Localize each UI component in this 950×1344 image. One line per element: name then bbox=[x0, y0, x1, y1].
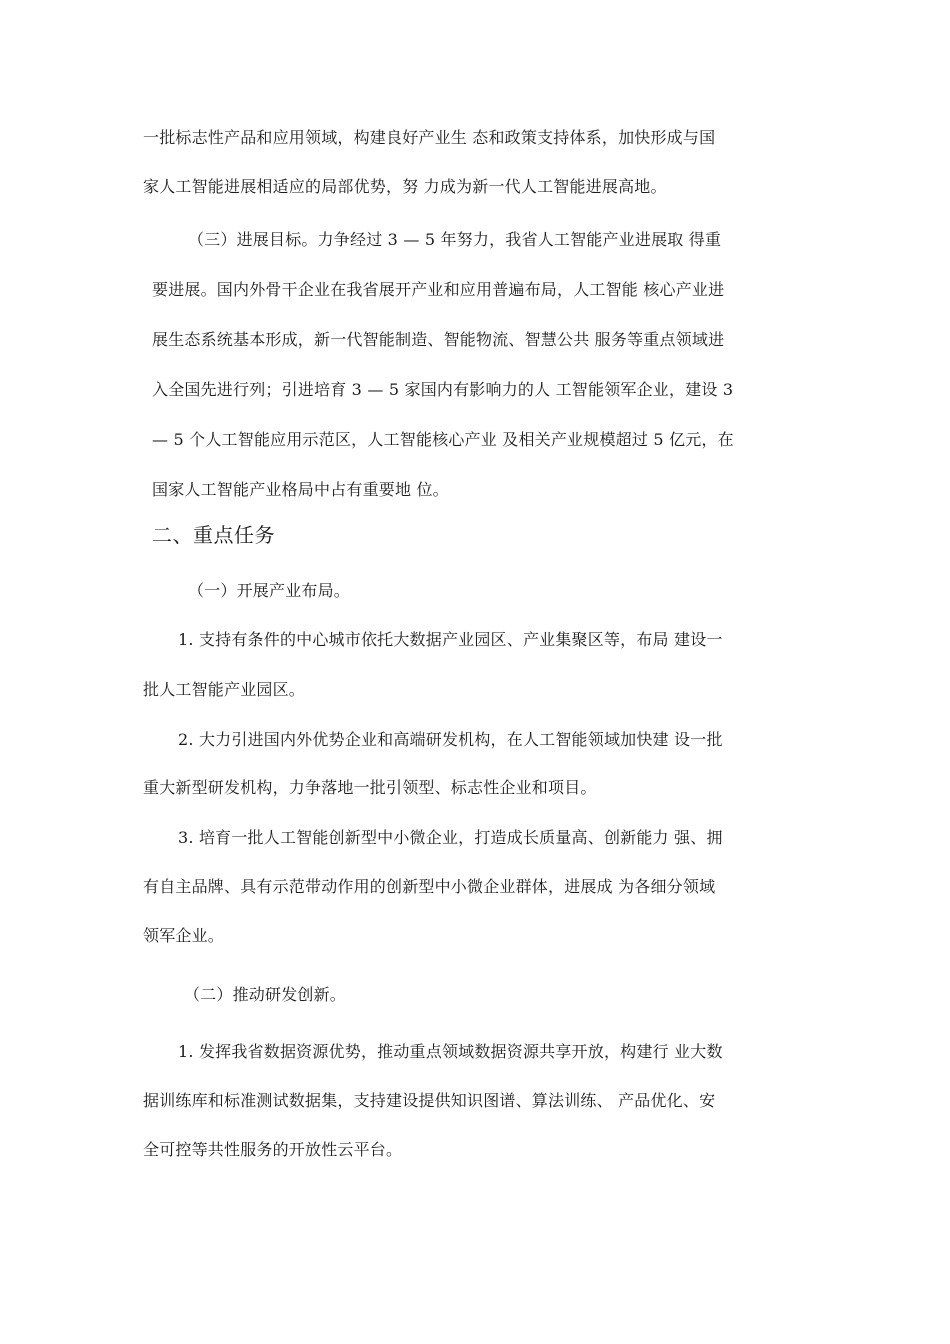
subsection-1-item-3-line-2: 有自主品牌、具有示范带动作用的创新型中小微企业群体，进展成 为各细分领域 bbox=[143, 877, 716, 896]
paragraph-goals-line-3: 展生态系统基本形成，新一代智能制造、智能物流、智慧公共 服务等重点领域进 bbox=[152, 330, 725, 349]
subsection-1-item-1-line-2: 批人工智能产业园区。 bbox=[143, 680, 306, 699]
subsection-1-title: （一）开展产业布局。 bbox=[188, 581, 351, 600]
subsection-1-item-2-line-2: 重大新型研发机构，力争落地一批引领型、标志性企业和项目。 bbox=[143, 778, 597, 797]
section-heading: 二、重点任务 bbox=[152, 523, 275, 547]
subsection-2-item-1-line-2: 据训练库和标准测试数据集，支持建设提供知识图谱、算法训练、 产品优化、安 bbox=[143, 1091, 716, 1110]
subsection-2-item-1-line-1: 1. 发挥我省数据资源优势，推动重点领域数据资源共享开放，构建行 业大数 bbox=[178, 1042, 723, 1061]
paragraph-goals-line-1: （三）进展目标。力争经过 3 — 5 年努力，我省人工智能产业进展取 得重 bbox=[188, 230, 722, 249]
paragraph-intro-line-1: 一批标志性产品和应用领域，构建良好产业生 态和政策支持体系，加快形成与国 bbox=[143, 128, 716, 147]
paragraph-goals-line-6: 国家人工智能产业格局中占有重要地 位。 bbox=[152, 480, 449, 499]
paragraph-goals-line-5: — 5 个人工智能应用示范区，人工智能核心产业 及相关产业规模超过 5 亿元，在 bbox=[152, 430, 734, 449]
subsection-1-item-2-line-1: 2. 大力引进国内外优势企业和高端研发机构，在人工智能领域加快建 设一批 bbox=[178, 730, 723, 749]
paragraph-intro-line-2: 家人工智能进展相适应的局部优势，努 力成为新一代人工智能进展高地。 bbox=[143, 177, 667, 196]
subsection-2-item-1-line-3: 全可控等共性服务的开放性云平台。 bbox=[143, 1140, 403, 1159]
subsection-2-title: （二）推动研发创新。 bbox=[184, 985, 347, 1004]
paragraph-goals-line-4: 入全国先进行列；引进培育 3 — 5 家国内有影响力的人 工智能领军企业，建设 3 bbox=[152, 380, 734, 399]
subsection-1-item-3-line-1: 3. 培育一批人工智能创新型中小微企业，打造成长质量高、创新能力 强、拥 bbox=[178, 828, 723, 847]
subsection-1-item-3-line-3: 领军企业。 bbox=[143, 926, 225, 945]
subsection-1-item-1-line-1: 1. 支持有条件的中心城市依托大数据产业园区、产业集聚区等，布局 建设一 bbox=[178, 630, 723, 649]
paragraph-goals-line-2: 要进展。国内外骨干企业在我省展开产业和应用普遍布局，人工智能 核心产业进 bbox=[152, 280, 725, 299]
